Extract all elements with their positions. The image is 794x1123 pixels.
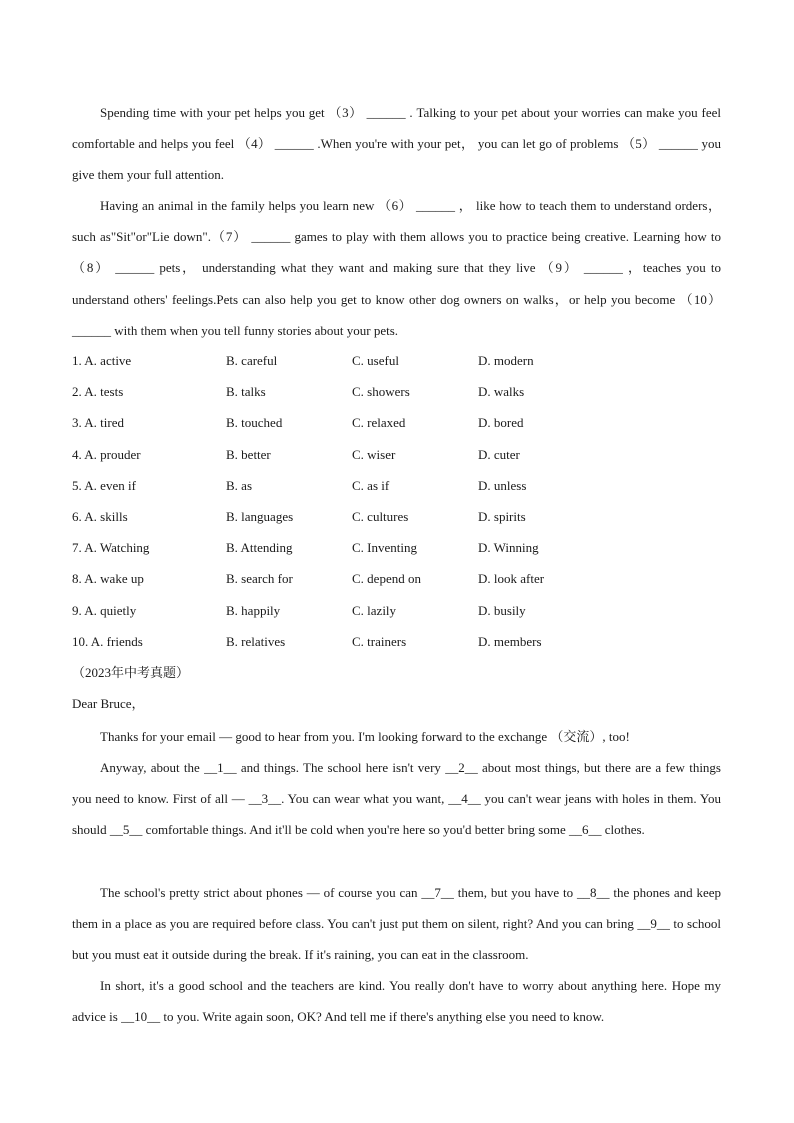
option-d: D. walks [478,384,525,400]
option-b: B. relatives [226,633,286,649]
option-b: B. languages [226,508,294,524]
option-c: C. relaxed [352,415,406,431]
option-b: B. better [226,446,271,462]
option-b: B. talks [226,384,266,400]
option-c: C. showers [352,384,410,400]
option-c: C. wiser [352,446,396,462]
passage-paragraph-1-text: Spending time with your pet helps you get （3） ______ . Talking to your pet about your worries can make you feel comfortable and helps you feel （4） ______ .When you're with your pet， you can let go of problems （5） ______ you give them your full attention. [72,105,721,183]
option-d: D. modern [478,353,534,368]
answer-options-list [72,345,722,657]
option-c: C. depend on [352,571,421,587]
passage-paragraph-2 [72,190,721,346]
letter-paragraph-1 [72,721,721,752]
option-c: C. as if [352,477,390,493]
option-a: 5. A. even if [72,477,136,493]
option-c: C. useful [352,353,399,368]
option-d: D. look after [478,571,545,587]
option-d: D. spirits [478,508,526,524]
question-row [72,439,722,470]
option-c: C. trainers [352,633,407,649]
option-d: D. Winning [478,540,539,556]
letter-paragraph-3 [72,877,721,971]
letter-paragraph-4-text: In short, it's a good school and the teachers are kind. You really don't have to worry about anything here. Hope my advice is __10__ to you. Write again soon, OK? And tell me if there's anything else you need to know. [72,978,721,1025]
option-b: B. search for [226,571,293,587]
option-b: B. touched [226,415,283,431]
option-a: 4. A. prouder [72,446,141,462]
question-row [72,376,722,407]
question-row [72,563,722,594]
option-a: 2. A. tests [72,384,124,400]
option-d: D. unless [478,477,527,493]
letter-paragraph-2-text: Anyway, about the __1__ and things. The school here isn't very __2__ about most things, but there are a few things you need to know. First of all — __3__. You can wear what you want, __4__ you can't wear jeans with holes in them. You should __5__ comfortable things. And it'll be cold when you're here so you'd better bring some __6__ clothes. [72,760,721,838]
option-b: B. careful [226,353,278,368]
option-b: B. as [226,477,252,493]
option-d: D. members [478,633,542,649]
letter-greeting: Dear Bruce， [72,696,145,711]
option-a: 7. A. Watching [72,540,150,556]
option-c: C. Inventing [352,540,417,556]
option-b: B. happily [226,602,281,618]
option-c: C. cultures [352,508,409,524]
question-row [72,407,722,438]
question-row [72,501,722,532]
option-d: D. bored [478,415,524,431]
option-a: 9. A. quietly [72,602,137,618]
option-a: 8. A. wake up [72,571,144,587]
passage-paragraph-2-text: Having an animal in the family helps you learn new （6） ______ ， like how to teach them to understand orders， such as"Sit"or"Lie down".（7） ______ games to play with them allows you to practice being creative. Learning how to （8） ______ pets， understanding what they want and making sure that they live （9） ______ ，teaches you to understand others' feelings.Pets can also help you get to know other dog owners on walks，or help you become （10） ______ with them when you tell funny stories about your pets. [72,198,721,338]
section-source-tag: （2023年中考真题） [72,665,190,680]
option-a: 1. A. active [72,353,132,368]
option-c: C. lazily [352,602,397,618]
question-row [72,532,722,563]
letter-paragraph-4 [72,970,721,1032]
question-row [72,595,722,626]
letter-paragraph-3-text: The school's pretty strict about phones — of course you can __7__ them, but you have to __8__ the phones and keep them in a place as you are required before class. You can't just put them on silent, right? And you can bring __9__ to school but you must eat it outside during the break. If it's raining, you can eat in the classroom. [72,885,721,963]
option-a: 10. A. friends [72,633,143,649]
passage-paragraph-1 [72,97,721,191]
question-row [72,470,722,501]
letter-paragraph-2 [72,752,721,846]
option-d: D. cuter [478,446,520,462]
option-a: 6. A. skills [72,508,128,524]
question-row [72,626,722,657]
option-d: D. busily [478,602,526,618]
letter-paragraph-1-text: Thanks for your email — good to hear from you. I'm looking forward to the exchange （交流）, too! [100,729,630,744]
option-b: B. Attending [226,540,293,556]
question-row [72,345,722,376]
option-a: 3. A. tired [72,415,124,431]
